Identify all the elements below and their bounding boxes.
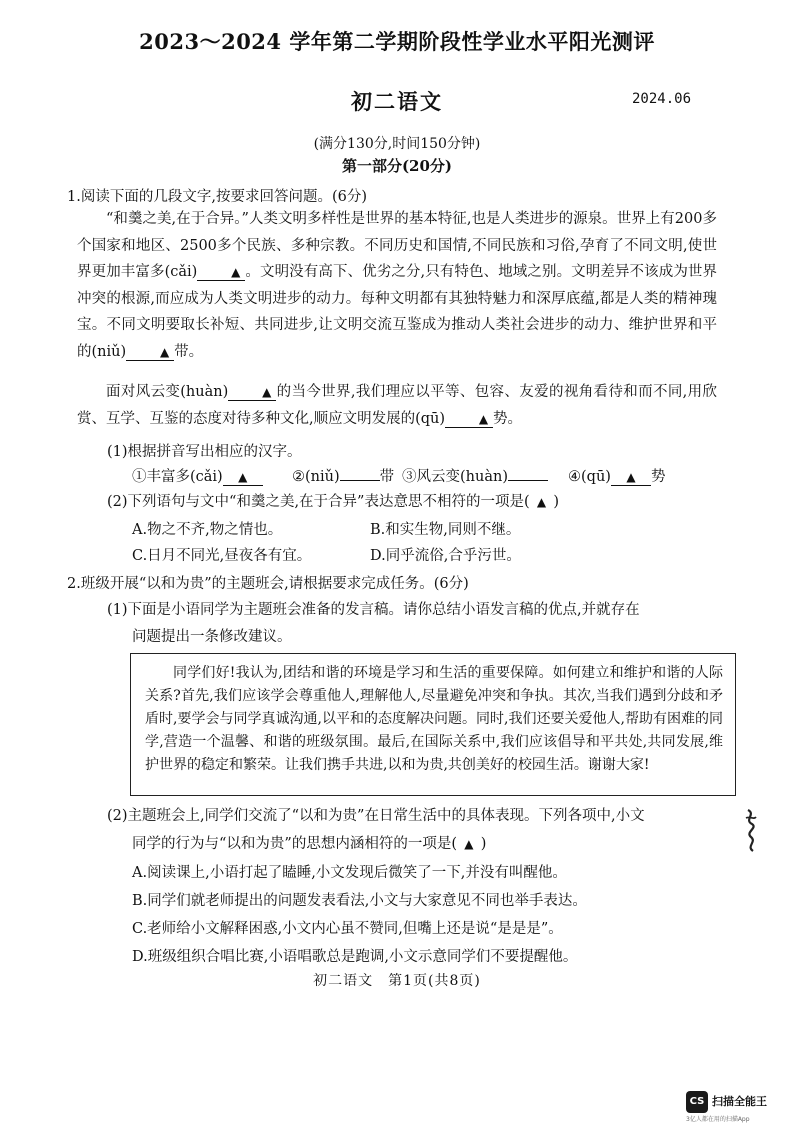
answer-blank-item-2[interactable] xyxy=(340,480,380,481)
q2-sub2-close: ) xyxy=(480,836,487,852)
q1-passage-1 xyxy=(77,206,717,365)
q2-option-b[interactable]: B.同学们就老师提出的问题发表看法,小文与大家意见不同也举手表达。 xyxy=(132,893,587,909)
q1-option-a[interactable]: A.物之不齐,物之情也。 xyxy=(132,522,283,538)
q1-sub2-close: ) xyxy=(553,494,560,510)
q1-passage-1-text-c: 带。 xyxy=(174,343,204,360)
q2-sub2-line-1: (2)主题班会上,同学们交流了“以和为贵”在日常生活中的具体表现。下列各项中,小文 xyxy=(107,808,645,824)
q1-item-4 xyxy=(568,465,665,486)
q1-item-1-label: ①丰富多(cǎi) xyxy=(132,469,223,485)
q1-item-4-label: ④(qū) xyxy=(568,469,611,485)
q1-item-4-suffix: 势 xyxy=(650,469,666,485)
q1-item-3-label: ③风云变(huàn) xyxy=(402,469,508,485)
q1-passage-1-text-a: “和羹之美,在于合异。”人类文明多样性是世界的基本特征,也是人类进步的源泉。世界上有200多个国家和地区、2500多个民族、多种宗教。不同历史和国情,不同民族和习俗,孕育了不同文明,使世界更加丰富多(cǎi) xyxy=(77,211,717,280)
q2-option-d[interactable]: D.班级组织合唱比赛,小语唱歌总是跑调,小文示意同学们不要提醒他。 xyxy=(132,949,578,965)
q1-item-2-label: ②(niǔ) xyxy=(292,469,340,485)
answer-blank-niu[interactable] xyxy=(126,345,174,361)
q1-passage-1-text-b: 。文明没有高下、优劣之分,只有特色、地域之别。文明差异不该成为世界冲突的根源,而应成为人类文明进步的动力。每种文明都有其独特魅力和深厚底蕴,都是人类的精神瑰宝。不同文明要取长补短、共同进步,让文明交流互鉴成为推动人类社会进步的动力、维护世界和平的(niǔ) xyxy=(77,264,718,360)
part-title: 第一部分(20分) xyxy=(341,157,453,175)
q2-option-a[interactable]: A.阅读课上,小语打起了瞌睡,小文发现后微笑了一下,并没有叫醒他。 xyxy=(132,865,567,881)
scanner-watermark xyxy=(686,1091,784,1121)
camscanner-logo-icon: CS xyxy=(686,1091,708,1113)
speech-text: 同学们好!我认为,团结和谐的环境是学习和生活的重要保障。如何建立和维护和谐的人际关系?首先,我们应该学会尊重他人,理解他人,尽量避免冲突和争执。其次,当我们遇到分歧和矛盾时,要学会与同学真诚沟通,以平和的态度解决问题。同时,我们还要关爱他人,帮助有困难的同学,营造一个温馨、和谐的班级氛围。最后,在国际关系中,我们应该倡导和平共处,共同发展,维护世界的稳定和繁荣。让我们携手共进,以和为贵,共创美好的校园生活。谢谢大家! xyxy=(145,665,723,773)
q2-sub1-line-1: (1)下面是小语同学为主题班会准备的发言稿。请你总结小语发言稿的优点,并就存在 xyxy=(107,602,640,618)
q1-option-c[interactable]: C.日月不同光,昼夜各有宜。 xyxy=(132,548,312,564)
q1-passage-2 xyxy=(77,379,717,432)
triangle-marker-icon: ▲ xyxy=(626,470,636,484)
q1-stem: 1.阅读下面的几段文字,按要求回答问题。(6分) xyxy=(67,189,367,205)
q1-item-2 xyxy=(292,465,394,486)
exam-info: (满分130分,时间150分钟) xyxy=(313,136,481,152)
q1-passage-2-text-b: 的当今世界,我们理应以平等、包容、友爱的视角看待和而不同,用欣赏、互学、互鉴的态度对待多种文化,顺应文明发展的(qū) xyxy=(77,384,718,427)
q1-options xyxy=(132,518,692,566)
q1-option-d[interactable]: D.同乎流俗,合乎污世。 xyxy=(370,548,521,564)
triangle-marker-icon: ▲ xyxy=(478,411,489,426)
answer-blank-qu[interactable] xyxy=(445,412,493,428)
q2-option-c[interactable]: C.老师给小文解释困惑,小文内心虽不赞同,但嘴上还是说“是是是”。 xyxy=(132,921,563,937)
triangle-marker-icon: ▲ xyxy=(464,837,474,851)
triangle-marker-icon: ▲ xyxy=(231,265,241,279)
q1-item-3 xyxy=(402,465,548,486)
triangle-marker-icon: ▲ xyxy=(536,495,547,509)
exam-title: 2023～2024 学年第二学期阶段性学业水平阳光测评 xyxy=(139,29,655,54)
q1-passage-2-text-c: 势。 xyxy=(493,410,523,427)
answer-blank-item-3[interactable] xyxy=(508,480,548,481)
subject-title: 初二语文 xyxy=(351,89,443,114)
q1-sub2-text: (2)下列语句与文中“和羹之美,在于合异”表达意思不相符的一项是( xyxy=(107,494,530,510)
answer-blank-item-1[interactable] xyxy=(223,470,263,486)
triangle-marker-icon: ▲ xyxy=(160,344,170,359)
scanner-tagline: 3亿人都在用的扫描App xyxy=(686,1116,750,1123)
q2-sub2-line-2 xyxy=(132,832,486,853)
triangle-marker-icon: ▲ xyxy=(262,385,272,399)
q1-sub1-items xyxy=(132,465,692,485)
q2-sub2-text: 同学的行为与“以和为贵”的思想内涵相符的一项是( xyxy=(132,836,457,852)
q2-stem: 2.班级开展“以和为贵”的主题班会,请根据要求完成任务。(6分) xyxy=(67,576,469,592)
q1-item-2-suffix: 带 xyxy=(379,469,395,485)
q1-passage-2-text-a: 面对风云变(huàn) xyxy=(106,384,229,400)
answer-blank-huan[interactable] xyxy=(228,385,276,401)
q2-sub1-line-2: 问题提出一条修改建议。 xyxy=(132,629,292,645)
scanner-brand: 扫描全能王 xyxy=(712,1095,767,1108)
q1-sub1: (1)根据拼音写出相应的汉字。 xyxy=(107,444,302,460)
handwritten-margin-mark xyxy=(742,806,760,854)
page-footer: 初二语文 第1页(共8页) xyxy=(313,973,481,989)
triangle-marker-icon: ▲ xyxy=(238,470,248,484)
exam-date: 2024.06 xyxy=(632,91,692,107)
q1-item-1 xyxy=(132,465,263,486)
q1-sub2 xyxy=(107,490,559,511)
q1-option-b[interactable]: B.和实生物,同则不继。 xyxy=(370,522,521,538)
answer-blank-cai[interactable] xyxy=(197,265,245,281)
answer-blank-item-4[interactable] xyxy=(611,470,651,486)
speech-draft-box xyxy=(130,653,736,796)
